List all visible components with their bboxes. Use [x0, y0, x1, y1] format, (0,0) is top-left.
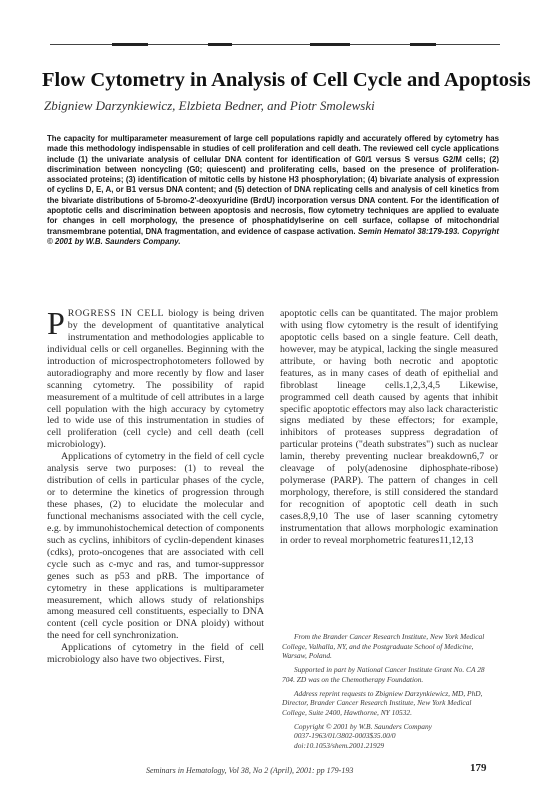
footnote-doi: doi:10.1053/shem.2001.21929: [294, 741, 385, 751]
journal-footer: Seminars in Hematology, Vol 38, No 2 (April), 2001: pp 179-193: [146, 766, 354, 775]
header-rule-segment: [410, 43, 436, 46]
footnote-issn: 0037-1963/01/3802-0003$35.00/0: [294, 731, 396, 741]
article-title: Flow Cytometry in Analysis of Cell Cycle and Apoptosis: [42, 69, 531, 91]
body-paragraph: Applications of cytometry in the field of cell microbiology also have two objectives. First,: [47, 642, 264, 666]
body-column-right: [280, 308, 498, 547]
footnotes: [282, 632, 498, 751]
body-paragraph: apoptotic cells can be quantitated. The major problem with using flow cytometry is the result of identifying apoptotic cells based on a single feature. Cell death, however, may be atypical, lacking the single measured attribute, or having both necrotic and apoptotic features, as in many cases of death of epithelial and fibroblast lineage cells.1,2,3,4,5 Likewise, programmed cell death caused by agents that inhibit specific apoptotic effectors may also lack characteristic signs mediated by these effectors; for example, inhibitors of proteases suppress degradation of particular proteins ("death substrates") such as nuclear lamin, thereby preventing nuclear breakdown6,7 or cleavage of poly(adenosine diphosphate-ribose) polymerase (PARP). The pattern of changes in cell morphology, therefore, is still considered the standard for recognition of apoptotic cell death in such cases.8,9,10 The use of laser scanning cytometry instrumentation that allows morphologic examination in order to reveal morphometric features11,12,13: [280, 308, 498, 546]
header-rule-segment: [112, 43, 148, 46]
footnote-affiliation: From the Brander Cancer Research Institute, New York Medical College, Valhalla, NY, and the Postgraduate School of Medicine, Warsaw, Poland.: [282, 632, 485, 661]
paragraph-text: biology is being driven by the development of quantitative analytical instrumentation and methodologies applicable to individual cells or cell organelles. Beginning with the introduction of microspectrophotometers followed by autoradiography and more recently by flow and laser scanning cytometry. The possibility of rapid measurement of a multitude of cell attributes in a large cell population with the high accuracy by cytometry led to wide use of this instrumentation in studies of cell proliferation (cell cycle) and cell death (cell microbiology).: [47, 308, 264, 451]
header-rule-segment: [208, 43, 232, 46]
drop-cap: P: [47, 305, 65, 341]
body-paragraph: [47, 305, 264, 451]
abstract-text: The capacity for multiparameter measurement of large cell populations rapidly and accurately offered by cytometry has made this methodology indispensable in studies of cell proliferation and cell death. The reviewed cell cycle applications include (1) the univariate analysis of cellular DNA content for identification of G0/1 versus S versus G2/M cells; (2) discrimination between noncycling (G0; quiescent) and proliferating cells, based on the presence of proliferation-associated proteins; (3) identification of mitotic cells by histone H3 phosphorylation; (4) bivariate analysis of expression of cyclins D, E, A, or B1 versus DNA content; and (5) detection of DNA replicating cells and analysis of cell kinetics from the bivariate distributions of 5-bromo-2'-deoxyuridine (BrdU) incorporation versus DNA content. For the identification of apoptotic cells and discrimination between apoptosis and necrosis, flow cytometry techniques are applied to evaluate for changes in cell morphology, the presence of phosphatidylserine on cell surface, collapse of mitochondrial transmembrane potential, DNA fragmentation, and evidence of caspase activation.: [47, 134, 499, 236]
footnote-support: Supported in part by National Cancer Institute Grant No. CA 28 704. ZD was on the Chemotherapy Foundation.: [282, 665, 485, 684]
header-rule: [50, 44, 500, 45]
lead-in-caps: ROGRESS IN CELL: [67, 308, 165, 319]
footnote-copyright: Copyright © 2001 by W.B. Saunders Company: [294, 721, 432, 731]
body-column-left: [47, 305, 264, 666]
article-authors: Zbigniew Darzynkiewicz, Elzbieta Bedner, and Piotr Smolewski: [44, 98, 375, 113]
body-paragraph: Applications of cytometry in the field of cell cycle analysis serve two purposes: (1) to reveal the distribution of cells in particular phases of the cycle, or to determine the kinetics of progression through these phases, (2) to elucidate the molecular and functional mechanisms associated with the cell cycle, e.g. by immunohistochemical detection of components such as cyclins, inhibitors of cyclin-dependent kinases (cdks), proto-oncogenes that are associated with cell cycle such as c-myc and ras, and tumor-suppressor genes such as p53 and pRB. The importance of cytometry in these applications is multiparameter measurement, which allows study of relationships among measured cell constituents, especially to DNA content (cell cycle position or DNA ploidy) without the need for cell synchronization.: [47, 451, 264, 642]
page-number: 179: [470, 762, 487, 774]
header-rule-segment: [310, 43, 350, 46]
abstract: [47, 134, 499, 247]
abstract-citation: Semin Hematol 38:179-193. Copyright © 2001 by W.B. Saunders Company.: [47, 226, 499, 246]
footnote-reprints: Address reprint requests to Zbigniew Darzynkiewicz, MD, PhD, Director, Brander Cancer Research Institute, New York Medical College, Suite 2400, Hawthorne, NY 10532.: [282, 688, 483, 717]
